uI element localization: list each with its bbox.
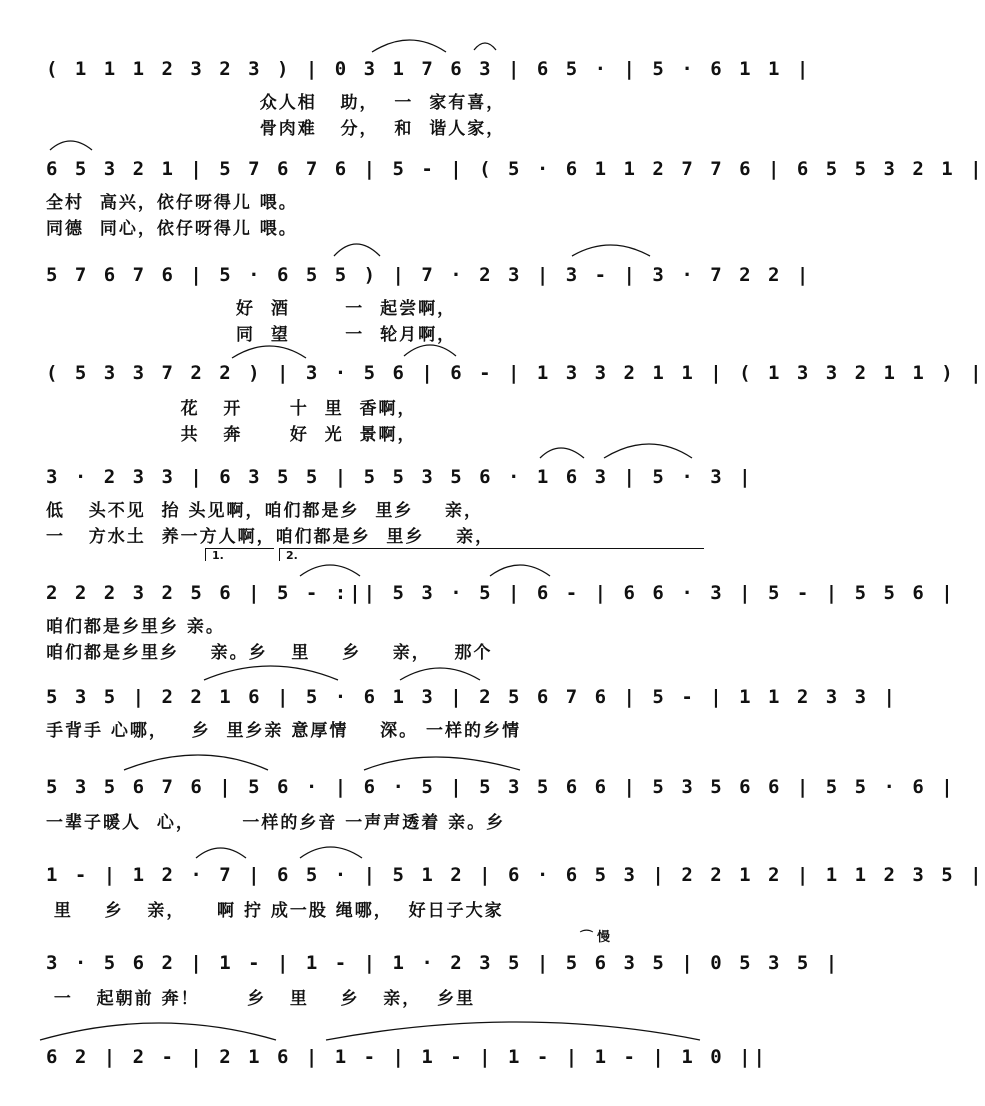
slur: [124, 755, 268, 770]
slur: [300, 565, 360, 576]
slur: [400, 668, 480, 680]
lyric-line: 一辈子暖人 心， 一样的乡音 一声声透着 亲。乡: [46, 813, 506, 833]
notation-line: 2 2 2 3 2 5 6 | 5 - :|| 5 3 · 5 | 6 - | 6 6 · 3 | 5 - | 5 5 6 |: [46, 582, 956, 604]
lyric-line: 同 望 一 轮月啊，: [46, 325, 457, 345]
lyric-line: 骨肉难 分， 和 谐人家，: [46, 119, 506, 139]
notation-line: ( 5 3 3 7 2 2 ) | 3 · 5 6 | 6 - | 1 3 3 2 1 1 | ( 1 3 3 2 1 1 ) |: [46, 362, 985, 384]
lyric-line: 同德 同心，依仔呀得儿 喂。: [46, 219, 298, 239]
slur: [572, 245, 650, 256]
slur: [490, 565, 550, 576]
lyric-line: 手背手 心哪， 乡 里乡亲 意厚情 深。 一样的乡情: [46, 721, 522, 741]
slur: [196, 848, 246, 858]
notation-line: 5 7 6 7 6 | 5 · 6 5 5 ) | 7 · 2 3 | 3 - | 3 · 7 2 2 |: [46, 264, 812, 286]
lyric-line: 共 奔 好 光 景啊，: [46, 425, 417, 445]
slur: [40, 1023, 276, 1040]
slur: [474, 43, 496, 50]
slur: [50, 141, 92, 150]
notation-line: 6 2 | 2 - | 2 1 6 | 1 - | 1 - | 1 - | 1 - | 1 0 ||: [46, 1046, 768, 1068]
notation-line: 5 3 5 | 2 2 1 6 | 5 · 6 1 3 | 2 5 6 7 6 | 5 - | 1 1 2 3 3 |: [46, 686, 898, 708]
notation-line: 3 · 2 3 3 | 6 3 5 5 | 5 5 3 5 6 · 1 6 3 | 5 · 3 |: [46, 466, 754, 488]
lyric-line: 一 方水土 养一方人啊，咱们都是乡 里乡 亲，: [46, 527, 495, 547]
notation-line: 6 5 3 2 1 | 5 7 6 7 6 | 5 - | ( 5 · 6 1 1 2 7 7 6 | 6 5 5 3 2 1 |: [46, 158, 985, 180]
notation-line: 1 - | 1 2 · 7 | 6 5 · | 5 1 2 | 6 · 6 5 3 | 2 2 1 2 | 1 1 2 3 5 |: [46, 864, 985, 886]
slur: [540, 448, 584, 458]
lyric-line: 咱们都是乡里乡 亲。乡 里 乡 亲， 那个: [46, 643, 493, 663]
lyric-line: 咱们都是乡里乡 亲。: [46, 617, 225, 637]
slur: [364, 757, 520, 770]
slur: [372, 40, 446, 52]
lyric-line: 里 乡 亲， 啊 拧 成一股 绳哪， 好日子大家: [46, 901, 504, 921]
notation-line: ( 1 1 1 2 3 2 3 ) | 0 3 1 7 6 3 | 6 5 · | 5 · 6 1 1 |: [46, 58, 812, 80]
slur: [334, 244, 380, 256]
lyric-line: 好 酒 一 起尝啊，: [46, 299, 457, 319]
volta-label: 1.: [212, 549, 224, 562]
tempo-label: 慢: [597, 930, 611, 945]
slur: [300, 847, 362, 858]
lyric-line: 一 起朝前 奔！ 乡 里 乡 亲， 乡里: [46, 989, 476, 1009]
volta-bracket-1: [205, 548, 274, 561]
lyric-line: 全村 高兴，依仔呀得儿 喂。: [46, 193, 298, 213]
volta-bracket-2: [279, 548, 704, 561]
slur: [204, 666, 338, 680]
volta-label: 2.: [286, 549, 298, 562]
slur: [326, 1022, 700, 1040]
notation-line: 3 · 5 6 2 | 1 - | 1 - | 1 · 2 3 5 | 5 6 3 5 | 0 5 3 5 |: [46, 952, 841, 974]
fermata-icon: ⌒: [580, 930, 594, 945]
notation-line: 5 3 5 6 7 6 | 5 6 · | 6 · 5 | 5 3 5 6 6 | 5 3 5 6 6 | 5 5 · 6 |: [46, 776, 956, 798]
lyric-line: 众人相 助， 一 家有喜，: [46, 93, 506, 113]
tempo-mark: [580, 926, 610, 945]
lyric-line: 低 头不见 抬 头见啊，咱们都是乡 里乡 亲，: [46, 501, 484, 521]
lyric-line: 花 开 十 里 香啊，: [46, 399, 417, 419]
